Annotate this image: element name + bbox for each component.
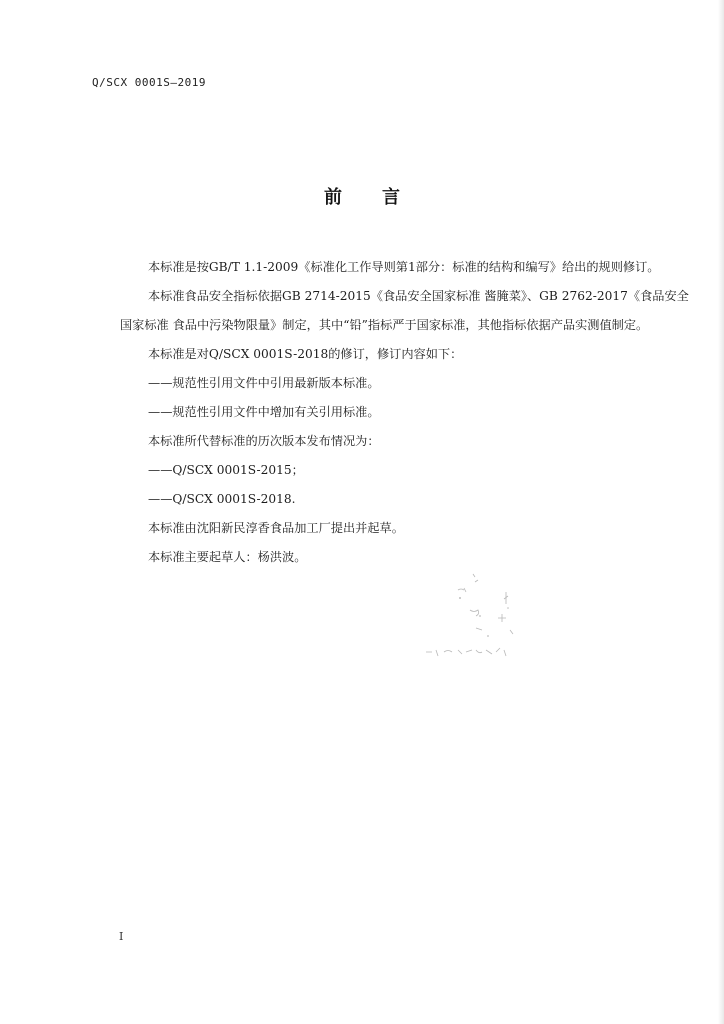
paragraph-drafter: 本标准主要起草人：杨洪波。 (148, 550, 307, 564)
paragraph-safety-indicators-line2: 国家标准 食品中污染物限量》制定，其中“铅”指标严于国家标准，其他指标依据产品实测值制定。 (120, 318, 649, 332)
list-item-revision-2: ——规范性引用文件中增加有关引用标准。 (148, 405, 380, 419)
list-item-history-2018: ——Q/SCX 0001S-2018. (148, 492, 296, 506)
paragraph-revision: 本标准是对Q/SCX 0001S-2018的修订，修订内容如下： (148, 347, 463, 361)
foreword-body (120, 253, 690, 572)
paragraph-basis: 本标准是按GB/T 1.1-2009《标准化工作导则第1部分：标准的结构和编写》给出的规则修订。 (148, 260, 660, 274)
paragraph-proposer: 本标准由沈阳新民淳香食品加工厂提出并起草。 (148, 521, 404, 535)
page-title: 前言 (324, 187, 440, 208)
scan-edge-shadow (718, 0, 724, 1024)
paragraph-history: 本标准所代替标准的历次版本发布情况为： (148, 434, 380, 448)
document-code: Q/SCX 0001S—2019 (92, 76, 206, 89)
page-number: I (119, 930, 124, 943)
list-item-revision-1: ——规范性引用文件中引用最新版本标准。 (148, 376, 380, 390)
paragraph-safety-indicators-line1: 本标准食品安全指标依据GB 2714-2015《食品安全国家标准 酱腌菜》、GB 2762-2017《食品安全 (148, 289, 689, 303)
faint-stamp-icon (418, 570, 528, 670)
list-item-history-2015: ——Q/SCX 0001S-2015； (148, 463, 304, 477)
